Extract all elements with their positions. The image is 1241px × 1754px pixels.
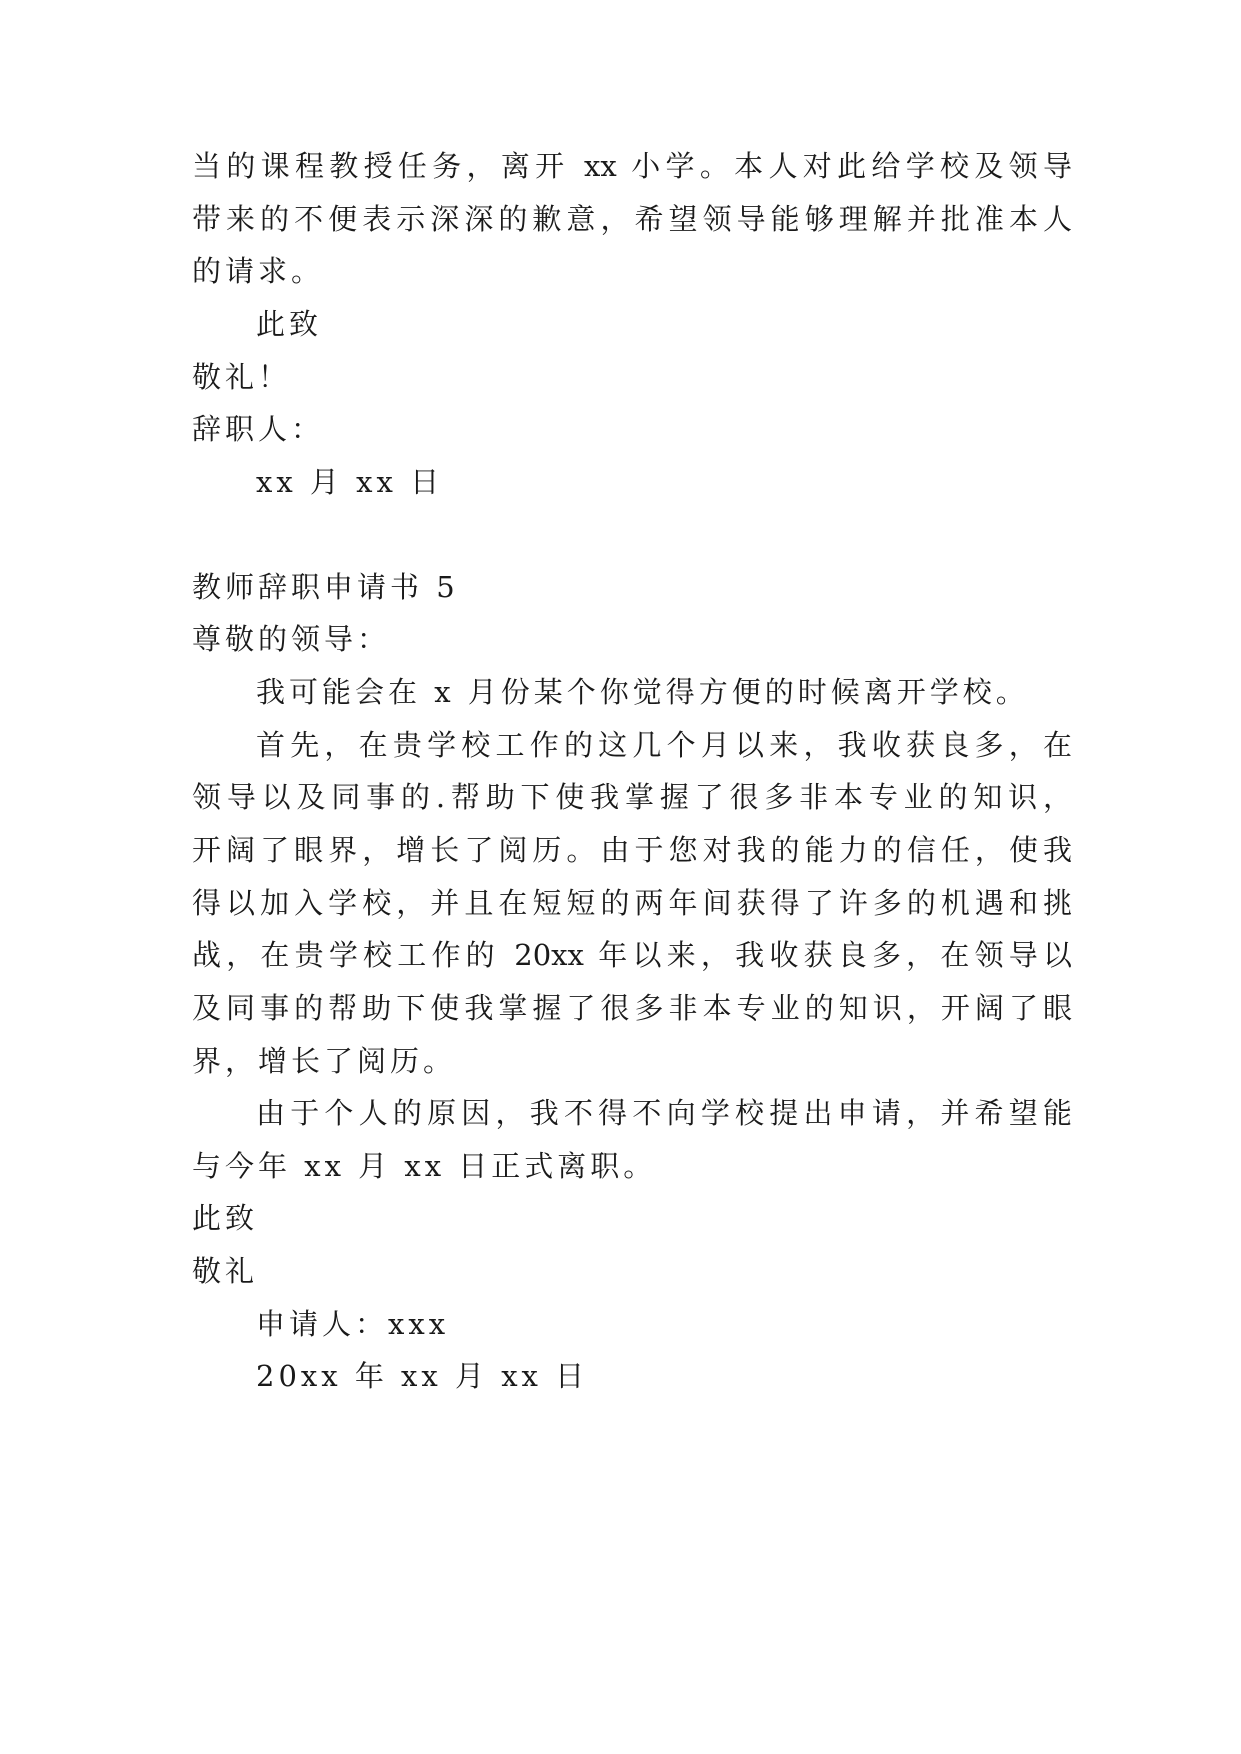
letter4-closing: 此致 [256,307,323,341]
letter5-salute: 敬礼 [192,1254,259,1288]
letter5-signer: 申请人：xxx [256,1307,450,1341]
letter5-p2-line-7: 界，增长了阅历。 [192,1044,457,1078]
letter4-signer: 辞职人： [192,412,325,446]
letter5-p3-line-2: 与今年 xx 月 xx 日正式离职。 [192,1149,657,1183]
letter5-p2-line-2: 领导以及同事的.帮助下使我掌握了很多非本专业的知识， [192,780,1072,814]
letter5-date: 20xx 年 xx 月 xx 日 [256,1359,589,1393]
letter5-p3-line-1: 由于个人的原因，我不得不向学校提出申请，并希望能 [256,1096,1072,1130]
letter5-p2-line-4: 得以加入学校，并且在短短的两年间获得了许多的机遇和挑 [192,886,1072,920]
letter5-greeting: 尊敬的领导： [192,622,391,656]
letter5-closing: 此致 [192,1201,259,1235]
letter5-p2-line-3: 开阔了眼界，增长了阅历。由于您对我的能力的信任，使我 [192,833,1072,867]
letter5-p2-line-6: 及同事的帮助下使我掌握了很多非本专业的知识，开阔了眼 [192,991,1072,1025]
letter5-paragraph-1: 我可能会在 x 月份某个你觉得方便的时候离开学校。 [256,675,1029,709]
letter4-body-line-2: 带来的不便表示深深的歉意，希望领导能够理解并批准本人 [192,202,1072,236]
letter4-date: xx 月 xx 日 [256,465,444,499]
letter5-p2-line-1: 首先，在贵学校工作的这几个月以来，我收获良多，在 [256,728,1072,762]
letter5-p2-line-5: 战，在贵学校工作的 20xx 年以来，我收获良多，在领导以 [192,938,1072,972]
letter4-body-line-3: 的请求。 [192,254,325,288]
letter5-title: 教师辞职申请书 5 [192,570,459,604]
letter4-body-line-1: 当的课程教授任务，离开 xx 小学。本人对此给学校及领导 [192,149,1072,183]
letter4-salute: 敬礼！ [192,360,292,394]
